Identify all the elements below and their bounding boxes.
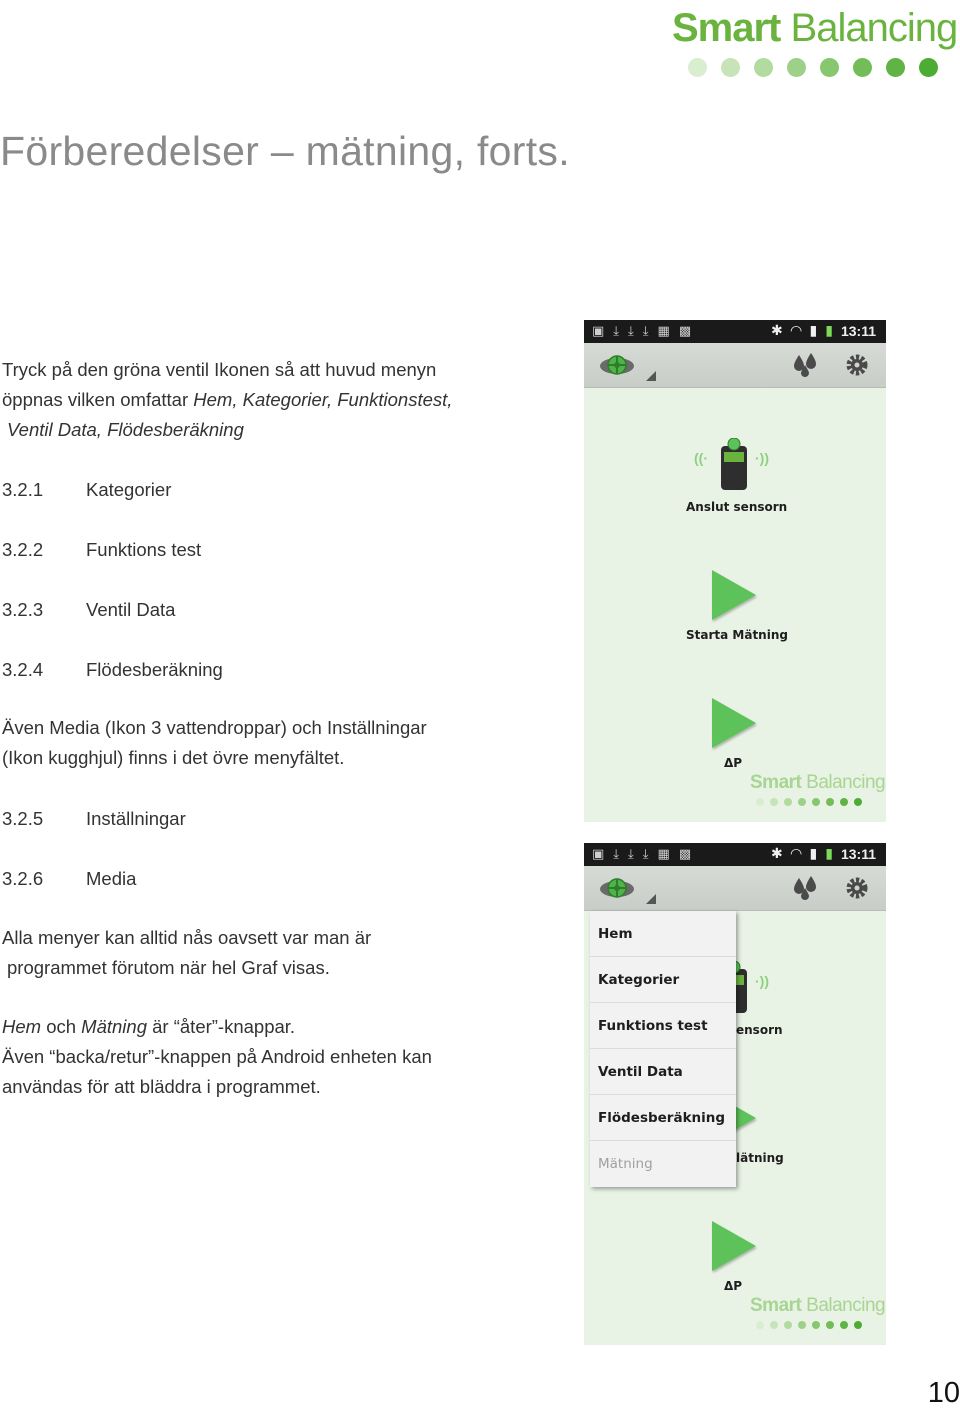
start-measurement-label-partial[interactable]: lätning xyxy=(736,1151,784,1165)
download-icon: ⤓ xyxy=(613,846,620,861)
access-note-line-1: Alla menyer kan alltid nås oavsett var man är xyxy=(2,927,372,948)
status-bar xyxy=(584,320,886,343)
media-drops-icon[interactable] xyxy=(792,351,818,379)
phone-logo-dot xyxy=(798,798,806,806)
logo-dot xyxy=(820,58,839,77)
phone-logo-dot xyxy=(840,1321,848,1329)
dp-label[interactable]: ΔP xyxy=(724,1279,743,1293)
phone-logo-dots xyxy=(756,1321,862,1329)
start-measurement-label[interactable]: Starta Mätning xyxy=(686,628,788,642)
section-number: 3.2.1 xyxy=(2,479,44,500)
settings-gear-icon[interactable] xyxy=(844,352,870,378)
menu-item-kategorier[interactable]: Kategorier xyxy=(590,957,736,1003)
phone-logo-dot xyxy=(798,1321,806,1329)
download-icon: ⤓ xyxy=(628,323,634,338)
phone-logo-word-smart: Smart xyxy=(750,772,802,793)
section-number: 3.2.5 xyxy=(2,808,44,829)
phone-logo-dot xyxy=(756,1321,764,1329)
app-icon: ▩ xyxy=(678,323,692,338)
signal-icon: ▮ xyxy=(809,322,818,338)
notification-icons xyxy=(592,323,691,339)
status-right xyxy=(771,322,876,339)
main-menu-dropdown xyxy=(590,911,736,1187)
section-label: Funktions test xyxy=(86,539,202,560)
phone-logo-dot xyxy=(784,798,792,806)
logo-dot xyxy=(886,58,905,77)
wireless-waves-icon: ·)) xyxy=(755,450,769,466)
phone-logo-dot xyxy=(854,798,862,806)
wifi-icon: ◠ xyxy=(790,845,802,861)
phone-logo-dot xyxy=(770,1321,778,1329)
menu-indicator-icon xyxy=(646,894,656,904)
bluetooth-icon: ✱ xyxy=(771,845,783,861)
intro-line-2-italic: Hem, Kategorier, Funktionstest, xyxy=(193,389,453,410)
page-number: 10 xyxy=(927,1377,960,1409)
media-note-line-2: (Ikon kugghjul) finns i det övre menyfältet. xyxy=(2,747,345,768)
dp-label[interactable]: ΔP xyxy=(724,756,743,770)
app-icon: ▩ xyxy=(678,846,692,861)
phone-logo-dot xyxy=(826,1321,834,1329)
intro-line-1: Tryck på den gröna ventil Ikonen så att huvud menyn xyxy=(2,359,437,380)
menu-indicator-icon xyxy=(646,371,656,381)
media-icon: ▣ xyxy=(592,846,605,861)
wireless-waves-icon: ·)) xyxy=(755,973,769,989)
app-toolbar xyxy=(584,866,886,911)
phone-logo-text xyxy=(750,1295,885,1317)
back-note-rest: är “åter”-knappar. xyxy=(147,1016,296,1037)
phone-logo-dot xyxy=(784,1321,792,1329)
phone-logo-dot xyxy=(770,798,778,806)
phone-logo-dot xyxy=(812,1321,820,1329)
back-note-matning: Mätning xyxy=(81,1016,147,1037)
bluetooth-icon: ✱ xyxy=(771,322,783,338)
clock: 13:11 xyxy=(840,322,876,339)
intro-line-2 xyxy=(2,385,452,415)
section-label: Kategorier xyxy=(86,479,172,500)
battery-icon: ▮ xyxy=(825,322,833,338)
menu-item-matning: Mätning xyxy=(598,1156,653,1172)
section-label: Media xyxy=(86,868,137,889)
sensor-icon[interactable] xyxy=(718,438,750,492)
intro-line-3 xyxy=(7,415,244,445)
logo-dot xyxy=(688,58,707,77)
intro-line-3-italic: Ventil Data, Flödesberäkning xyxy=(7,419,244,440)
section-label: Inställningar xyxy=(86,808,186,829)
back-note-och: och xyxy=(41,1016,82,1037)
status-bar xyxy=(584,843,886,866)
intro-line-2-plain: öppnas vilken omfattar xyxy=(2,389,194,410)
phone-logo-word-smart: Smart xyxy=(750,1295,802,1316)
logo-word-balancing: Balancing xyxy=(790,6,958,50)
section-label: Flödesberäkning xyxy=(86,659,223,680)
media-drops-icon[interactable] xyxy=(792,874,818,902)
phone-logo-dot xyxy=(826,798,834,806)
app-icon: ▦ xyxy=(657,846,670,861)
status-right xyxy=(771,845,876,862)
section-label: Ventil Data xyxy=(86,599,176,620)
battery-icon: ▮ xyxy=(825,845,833,861)
download-icon: ⤓ xyxy=(642,846,649,861)
phone-logo-dots xyxy=(756,798,862,806)
phone-logo-text xyxy=(750,772,885,794)
section-number: 3.2.4 xyxy=(2,659,44,680)
download-icon: ⤓ xyxy=(642,323,649,338)
logo-dot xyxy=(787,58,806,77)
valve-menu-icon[interactable] xyxy=(598,352,636,378)
back-note-line-2: Även “backa/retur”-knappen på Android enheten kan xyxy=(2,1046,432,1067)
app-toolbar xyxy=(584,343,886,388)
section-number: 3.2.2 xyxy=(2,539,44,560)
logo-dot xyxy=(754,58,773,77)
valve-menu-icon[interactable] xyxy=(598,875,636,901)
section-number: 3.2.6 xyxy=(2,868,44,889)
logo-text xyxy=(672,6,958,50)
menu-item-funktions-test[interactable]: Funktions test xyxy=(590,1003,736,1049)
access-note-line-2: programmet förutom när hel Graf visas. xyxy=(7,957,330,978)
menu-item-hem[interactable]: Hem xyxy=(590,911,736,957)
download-icon: ⤓ xyxy=(628,846,634,861)
back-note-line-1 xyxy=(2,1012,295,1042)
section-number: 3.2.3 xyxy=(2,599,44,620)
dp-play-icon[interactable] xyxy=(712,1221,756,1271)
connect-sensor-label-partial[interactable]: ensorn xyxy=(736,1023,783,1037)
menu-item-flodesberakning[interactable]: Flödesberäkning xyxy=(590,1095,736,1141)
phone-logo-dot xyxy=(812,798,820,806)
media-icon: ▣ xyxy=(592,323,605,338)
clock: 13:11 xyxy=(840,845,876,862)
signal-icon: ▮ xyxy=(809,845,818,861)
notification-icons xyxy=(592,846,691,862)
phone-logo-dot xyxy=(756,798,764,806)
phone-logo-dot xyxy=(854,1321,862,1329)
phone-screenshot-home xyxy=(584,320,886,822)
back-note-hem: Hem xyxy=(2,1016,42,1037)
media-note-line-1: Även Media (Ikon 3 vattendroppar) och Inställningar xyxy=(2,717,427,738)
phone-screenshot-menu xyxy=(584,843,886,1345)
menu-item-ventil-data[interactable]: Ventil Data xyxy=(590,1049,736,1095)
dp-play-icon[interactable] xyxy=(712,698,756,748)
app-icon: ▦ xyxy=(657,323,670,338)
connect-sensor-label[interactable]: Anslut sensorn xyxy=(686,500,788,514)
wireless-waves-icon: ((· xyxy=(694,450,708,466)
start-measurement-play-icon[interactable] xyxy=(712,570,756,620)
settings-gear-icon[interactable] xyxy=(844,875,870,901)
phone-logo-word-balancing: Balancing xyxy=(806,1295,886,1316)
logo-dot xyxy=(919,58,938,77)
smart-balancing-logo xyxy=(672,6,958,50)
logo-dots xyxy=(688,58,938,77)
back-note-line-3: användas för att bläddra i programmet. xyxy=(2,1076,321,1097)
page-title: Förberedelser – mätning, forts. xyxy=(0,128,570,174)
logo-dot xyxy=(721,58,740,77)
download-icon: ⤓ xyxy=(613,323,620,338)
logo-dot xyxy=(853,58,872,77)
phone-logo-dot xyxy=(840,798,848,806)
phone-logo-word-balancing: Balancing xyxy=(806,772,886,793)
wifi-icon: ◠ xyxy=(790,322,802,338)
logo-word-smart: Smart xyxy=(672,6,781,50)
